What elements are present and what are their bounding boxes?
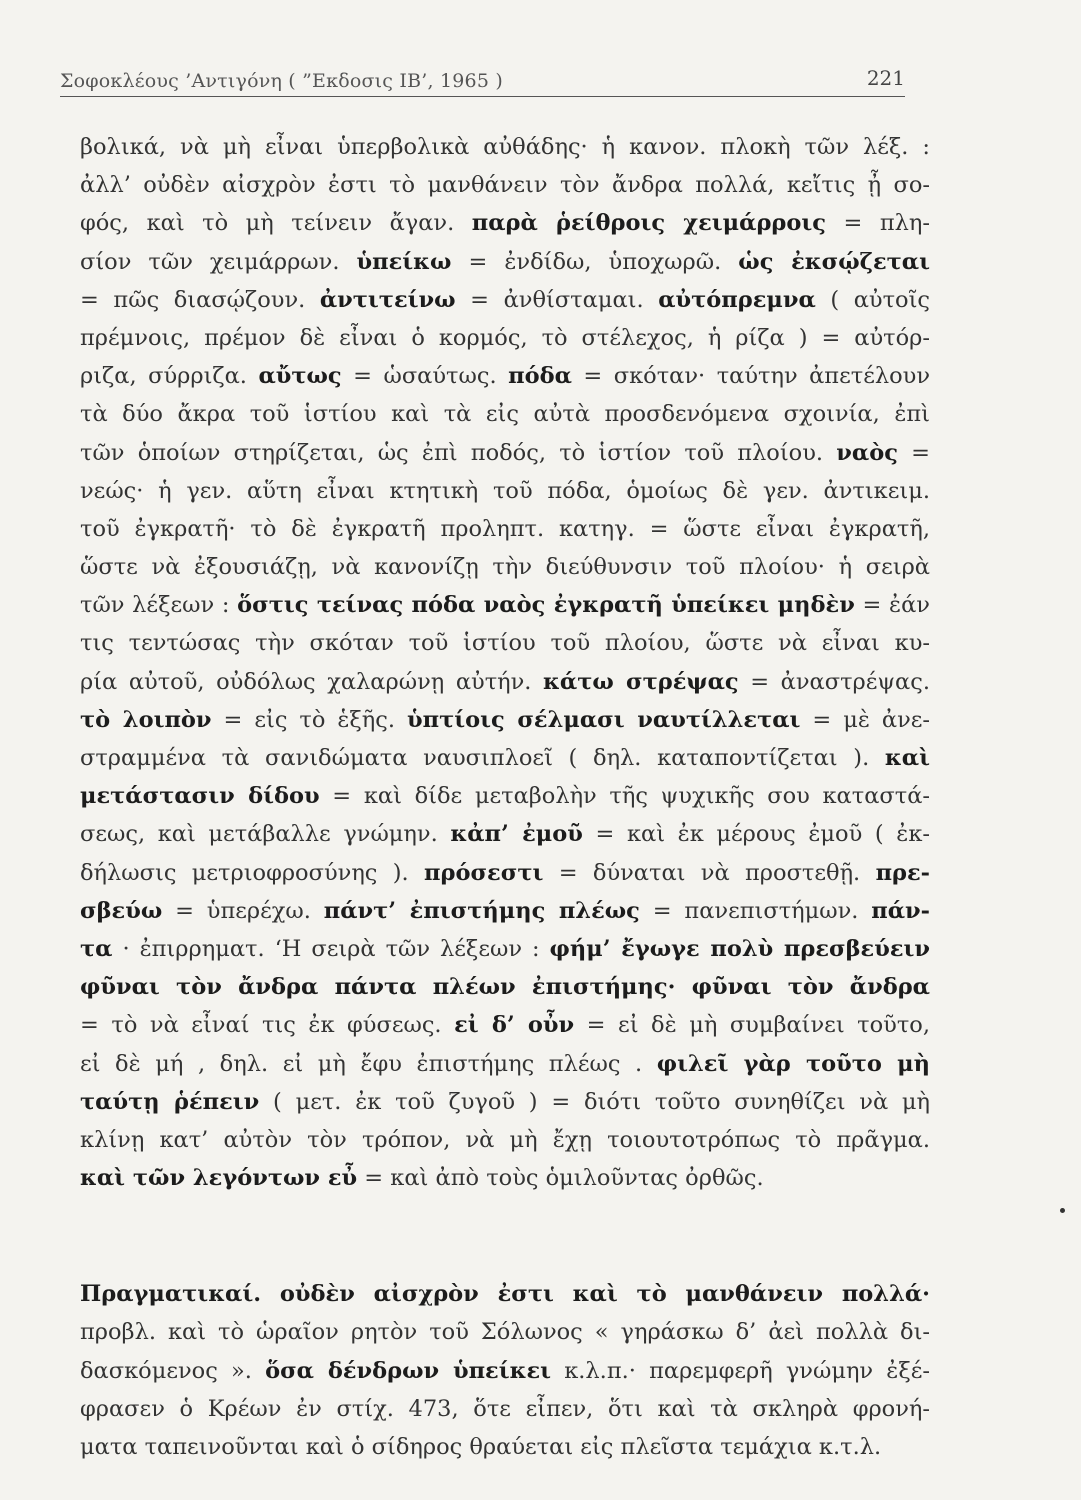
- text-line: [80, 281, 930, 319]
- bold-lemma: πάντ’ ἐπιστήμης πλέως: [323, 897, 640, 924]
- bold-lemma: μετάστασιν δίδου: [80, 783, 320, 810]
- bold-lemma: τὸ λοιπὸν: [80, 706, 212, 733]
- bold-lemma: παρὰ ῥείθροις χειμάρροις: [471, 210, 826, 237]
- bold-lemma: ταύτῃ ῥέπειν: [80, 1088, 260, 1115]
- text-run: βολικά, νὰ μὴ εἶναι ὑπερβολικὰ αὐθάδης· ἡ κανον. πλοκὴ τῶν λέξ. :: [80, 134, 930, 160]
- text-run: = καὶ ἐκ μέρους ἐμοῦ ( ἐκ-: [582, 821, 930, 848]
- text-run: = πλη-: [825, 210, 930, 237]
- text-run: τοῦ ἐγκρατῆ· τὸ δὲ ἐγκρατῆ προληπτ. κατηγ. = ὥστε εἶναι ἐγκρατῆ,: [80, 515, 930, 542]
- text-run: ἀλλ’ οὐδὲν αἰσχρὸν ἐστι τὸ μανθάνειν τὸν ἄνδρα πολλά, κεἴτις ᾖ σο-: [80, 172, 930, 199]
- running-header: [60, 66, 905, 97]
- text-line: [80, 319, 930, 357]
- text-run: = καὶ ἀπὸ τοὺς ὁμιλοῦντας ὀρθῶς.: [357, 1165, 764, 1192]
- text-line: [80, 166, 930, 204]
- bold-lemma: φήμ’ ἔγωγε πολὺ πρεσβεύειν: [549, 935, 930, 962]
- bold-lemma: εἰ δ’ οὖν: [454, 1012, 575, 1039]
- text-line: [80, 663, 930, 701]
- bold-lemma: ναὸς: [836, 439, 898, 466]
- text-line: [80, 548, 930, 586]
- text-line: [80, 586, 930, 624]
- text-run: τὰ δύο ἄκρα τοῦ ἱστίου καὶ τὰ εἰς αὐτὰ προσδενόμενα σχοινία, ἐπὶ: [80, 401, 930, 428]
- text-line: [80, 854, 930, 892]
- text-line: [80, 434, 930, 472]
- text-run: = πῶς διασῴζουν.: [80, 286, 320, 313]
- text-line: [80, 1045, 930, 1083]
- text-run: · ἐπιρρηματ. ‘Η σειρὰ τῶν λέξεων :: [112, 935, 550, 962]
- text-line: [80, 1352, 930, 1390]
- text-line: [80, 1390, 930, 1428]
- text-run: = ὡσαύτως.: [341, 363, 509, 390]
- bold-lemma: αὐτόπρεμνα: [658, 286, 816, 313]
- pragmatikai-section: [80, 1275, 930, 1466]
- text-line: [80, 1428, 930, 1466]
- commentary-section: [80, 128, 930, 1197]
- text-run: κλίνῃ κατ’ αὐτὸν τὸν τρόπον, νὰ μὴ ἔχῃ τοιουτοτρόπως τὸ πρᾶγμα.: [80, 1126, 930, 1153]
- text-run: ( αὐτοῖς: [815, 286, 931, 313]
- text-run: τις τεντώσας τὴν σκόταν τοῦ ἱστίου τοῦ πλοίου, ὥστε νὰ εἶναι κυ-: [80, 630, 930, 657]
- text-run: ριζα, σύρριζα.: [80, 363, 259, 390]
- text-run: = καὶ δίδε μεταβολὴν τῆς ψυχικῆς σου καταστά-: [319, 783, 930, 810]
- text-line: [80, 930, 930, 968]
- text-line: [80, 1313, 930, 1351]
- text-run: = ἀναστρέψας.: [738, 668, 930, 695]
- bold-lemma: πάν-: [871, 897, 930, 924]
- text-run: κ.λ.π.· παρεμφερῆ γνώμην ἐξέ-: [551, 1357, 930, 1384]
- bold-lemma: ὅσα δένδρων ὑπείκει: [265, 1357, 552, 1384]
- text-run: = εἰς τὸ ἑξῆς.: [211, 706, 407, 733]
- text-line: [80, 243, 930, 281]
- text-run: εἰ δὲ μή , δηλ. εἰ μὴ ἔφυ ἐπιστήμης πλέως .: [80, 1050, 657, 1077]
- text-line: [80, 701, 930, 739]
- bold-lemma: φιλεῖ γὰρ τοῦτο μὴ: [656, 1050, 930, 1077]
- bold-lemma: καὶ: [884, 745, 930, 771]
- text-line: [80, 395, 930, 433]
- text-line: [80, 472, 930, 510]
- text-line: [80, 1121, 930, 1159]
- text-run: = πανεπιστήμων.: [639, 897, 872, 924]
- text-run: = τὸ νὰ εἶναί τις ἐκ φύσεως.: [80, 1012, 455, 1039]
- text-line: [80, 739, 930, 777]
- bold-lemma: κάτω στρέψας: [543, 668, 739, 695]
- text-run: σίον τῶν χειμάρρων.: [80, 248, 357, 275]
- text-line: [80, 1275, 930, 1313]
- text-line: [80, 968, 930, 1006]
- text-run: ( μετ. ἐκ τοῦ ζυγοῦ ) = διότι τοῦτο συνηθίζει νὰ μὴ: [259, 1088, 931, 1115]
- bold-lemma: πρόσεστι: [424, 859, 544, 886]
- bold-lemma: ὡς ἐκσῴζεται: [738, 248, 930, 275]
- text-line: [80, 1083, 930, 1121]
- text-run: = δύναται νὰ προστεθῇ.: [543, 859, 876, 886]
- bold-lemma: πρε-: [875, 859, 931, 886]
- section-gap: [80, 1197, 930, 1275]
- text-run: = σκόταν· ταύτην ἀπετέλουν: [571, 363, 931, 390]
- text-run: στραμμένα τὰ σανιδώματα ναυσιπλοεῖ ( δηλ. καταποντίζεται ).: [80, 745, 885, 771]
- text-run: δήλωσις μετριοφροσύνης ).: [80, 859, 425, 886]
- bold-lemma: ὑπείκω: [356, 248, 452, 275]
- margin-mark: [1060, 1208, 1065, 1213]
- bold-lemma: καὶ τῶν λεγόντων εὖ: [80, 1165, 358, 1192]
- bold-lemma: ἀντιτείνω: [319, 286, 456, 313]
- text-line: [80, 128, 930, 166]
- bold-lemma: κἀπ’ ἐμοῦ: [450, 821, 583, 848]
- text-run: = μὲ ἀνε-: [800, 706, 931, 733]
- bold-lemma: ὑπτίοις σέλμασι ναυτίλλεται: [407, 706, 801, 733]
- text-run: σεως, καὶ μετάβαλλε γνώμην.: [80, 821, 451, 848]
- text-run: = ἐνδίδω, ὑποχωρῶ.: [451, 248, 739, 275]
- text-run: τῶν λέξεων :: [80, 592, 238, 619]
- text-run: ματα ταπεινοῦνται καὶ ὁ σίδηρος θραύεται εἰς πλεῖστα τεμάχια κ.τ.λ.: [80, 1434, 882, 1460]
- text-line: [80, 624, 930, 662]
- running-title: Σοφοκλέους ’Αντιγόνη ( ”Εκδοσις ΙΒ’, 1965 ): [60, 70, 503, 92]
- text-line: [80, 1006, 930, 1044]
- text-run: τῶν ὁποίων στηρίζεται, ὡς ἐπὶ ποδός, τὸ ἱστίον τοῦ πλοίου.: [80, 439, 837, 466]
- text-run: = ἐάν: [854, 592, 930, 619]
- text-line: [80, 777, 930, 815]
- text-run: = ἀνθίσταμαι.: [455, 286, 659, 313]
- text-run: πρέμνοις, πρέμον δὲ εἶναι ὁ κορμός, τὸ στέλεχος, ἡ ρίζα ) = αὐτόρ-: [80, 324, 930, 351]
- bold-lemma: τα: [80, 935, 113, 962]
- bold-lemma: ὅστις τείνας πόδα ναὸς ἐγκρατῆ ὑπείκει μηδὲν: [237, 592, 855, 619]
- text-run: προβλ. καὶ τὸ ὡραῖον ρητὸν τοῦ Σόλωνος « γηράσκω δ’ ἀεὶ πολλὰ δι-: [80, 1319, 930, 1346]
- bold-lemma: φῦναι τὸν ἄνδρα πάντα πλέων ἐπιστήμης· φῦναι τὸν ἄνδρα: [80, 974, 930, 1001]
- text-line: [80, 357, 930, 395]
- page-body: [80, 128, 930, 1466]
- text-run: φρασεν ὁ Κρέων ἐν στίχ. 473, ὅτε εἶπεν, ὅτι καὶ τὰ σκληρὰ φρονή-: [80, 1395, 930, 1422]
- text-line: [80, 1159, 930, 1197]
- text-line: [80, 510, 930, 548]
- text-run: νεώς· ἡ γεν. αὕτη εἶναι κτητικὴ τοῦ πόδα, ὁμοίως δὲ γεν. ἀντικειμ.: [80, 477, 930, 504]
- text-run: ρία αὐτοῦ, οὐδόλως χαλαρώνῃ αὐτήν.: [80, 668, 544, 695]
- bold-lemma: αὔτως: [258, 363, 342, 390]
- text-run: φός, καὶ τὸ μὴ τείνειν ἄγαν.: [80, 210, 472, 237]
- text-line: [80, 815, 930, 853]
- bold-lemma: σβεύω: [80, 897, 163, 924]
- text-run: ὥστε νὰ ἐξουσιάζῃ, νὰ κανονίζῃ τὴν διεύθυνσιν τοῦ πλοίου· ἡ σειρὰ: [80, 554, 930, 581]
- text-run: δασκόμενος ».: [80, 1357, 266, 1384]
- page-number: 221: [866, 66, 905, 90]
- bold-lemma: Πραγματικαί. οὐδὲν αἰσχρὸν ἐστι καὶ τὸ μανθάνειν πολλά·: [80, 1281, 930, 1308]
- text-run: =: [897, 439, 930, 466]
- text-line: [80, 204, 930, 242]
- text-run: = εἰ δὲ μὴ συμβαίνει τοῦτο,: [574, 1012, 930, 1039]
- text-run: = ὑπερέχω.: [162, 897, 324, 924]
- bold-lemma: πόδα: [508, 363, 572, 390]
- text-line: [80, 892, 930, 930]
